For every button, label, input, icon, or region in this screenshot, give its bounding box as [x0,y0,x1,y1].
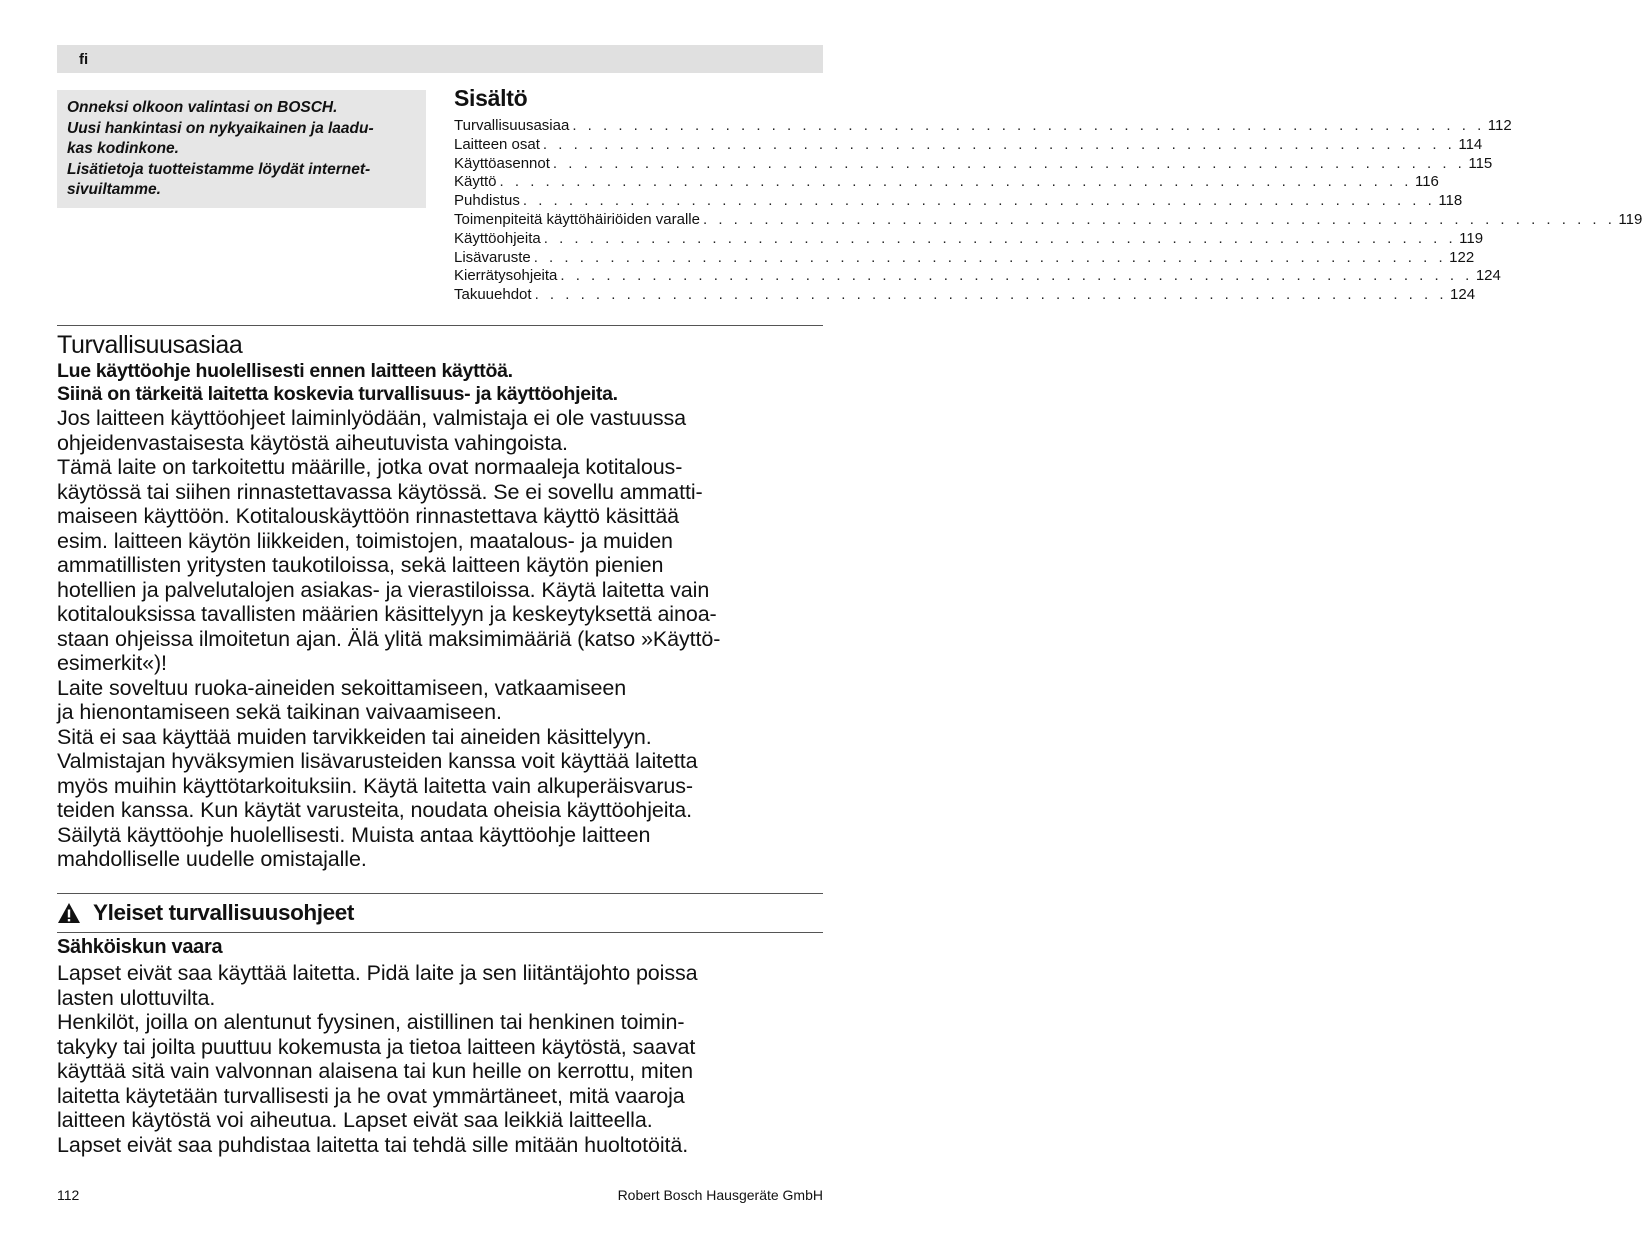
text-line: Lapset eivät saa puhdistaa laitetta tai tehdä sille mitään huoltotöitä. [57,1132,689,1157]
text-line: ohjeidenvastaisesta käytöstä aiheutuvista vahingoista. [57,430,568,455]
text-line: staan ohjeissa ilmoitetun ajan. Älä ylitä maksimimääriä (katso »Käyttö- [57,626,721,651]
safety-body [57,406,827,872]
intro-line: Onneksi olkoon valintasi on BOSCH. [67,99,338,116]
toc-entry-page: 115 [1468,154,1493,172]
toc-leader-dots: . . . . . . . . . . . . . . . . . . . . . . . . . . . . . . . . . . . . . . . . . . . . . . . . . . . . . . . . . . . . [499,173,1412,191]
text-line: esimerkit«)! [57,651,167,675]
toc-entry-page: 114 [1458,135,1483,153]
table-of-contents [454,84,1642,305]
toc-leader-dots: . . . . . . . . . . . . . . . . . . . . . . . . . . . . . . . . . . . . . . . . . . . . . . . . . . . . . . . . . . . . [552,154,1466,172]
toc-entry [454,286,1476,305]
text-line: ammatillisten yritysten taukotiloissa, sekä laitteen käytön pienien [57,553,664,577]
text-line: Sitä ei saa käyttää muiden tarvikkeiden tai aineiden käsittelyyn. [57,724,652,749]
toc-leader-dots: . . . . . . . . . . . . . . . . . . . . . . . . . . . . . . . . . . . . . . . . . . . . . . . . . . . . . . . . . . . . [542,135,1456,153]
text-line: Henkilöt, joilla on alentunut fyysinen, aistillinen tai henkinen toimin- [57,1010,685,1034]
toc-entry [454,248,1475,268]
electric-shock-body [57,961,827,1157]
text-line: Lapset eivät saa käyttää laitetta. Pidä laite ja sen liitäntäjohto poissa [57,961,698,985]
text-line: Säilytä käyttöohje huolellisesti. Muista antaa käyttöohje laitteen [57,822,651,847]
text-line: myös muihin käyttötarkoituksiin. Käytä laitetta vain alkuperäisvarus- [57,773,693,798]
toc-entry [454,154,1493,174]
text-line: mahdolliselle uudelle omistajalle. [57,847,367,871]
section-divider [57,893,823,894]
toc-leader-dots: . . . . . . . . . . . . . . . . . . . . . . . . . . . . . . . . . . . . . . . . . . . . . . . . . . . . . . . . . . . . [522,192,1436,210]
text-line: Tämä laite on tarkoitettu määrille, jotka ovat normaaleja kotitalous- [57,455,683,479]
language-bar [57,45,823,73]
toc-leader-dots: . . . . . . . . . . . . . . . . . . . . . . . . . . . . . . . . . . . . . . . . . . . . . . . . . . . . . . . . . . . . [560,267,1473,285]
toc-entry-label: Takuuehdot [454,286,532,304]
toc-entry [454,229,1484,249]
text-line: käyttää sitä vain valvonnan alaisena tai kun heille on kerrottu, miten [57,1059,693,1083]
toc-entry [454,210,1642,230]
toc-entry-label: Käyttöohjeita [454,229,541,247]
toc-entry-label: Laitteen osat [454,135,540,153]
toc-entry-label: Turvallisuusasiaa [454,117,570,134]
text-line: ja hienontamiseen sekä taikinan vaivaamiseen. [57,700,502,724]
text-line: käytössä tai siihen rinnastettavassa käytössä. Se ei sovellu ammatti- [57,479,703,504]
toc-entry [454,267,1501,286]
toc-entry-page: 119 [1459,229,1484,247]
toc-leader-dots: . . . . . . . . . . . . . . . . . . . . . . . . . . . . . . . . . . . . . . . . . . . . . . . . . . . . . . . . . . . . [533,248,1447,266]
text-line: laitetta käytetään turvallisesti ja he ovat ymmärtäneet, mitä vaaroja [57,1083,685,1108]
text-line: laitteen käytöstä voi aiheutua. Lapset eivät saa leikkiä laitteella. [57,1108,653,1132]
page-number: 112 [57,1187,80,1203]
general-safety-header [57,898,827,928]
text-line: lasten ulottuvilta. [57,985,216,1010]
toc-entry-page: 119 [1618,210,1642,228]
company-name: Robert Bosch Hausgeräte GmbH [617,1187,823,1203]
electric-shock-section [57,934,827,1157]
text-line: hotellien ja palvelutalojen asiakas- ja vierastiloissa. Käytä laitetta vain [57,577,710,602]
toc-entry-page: 122 [1449,248,1475,266]
text-line: maiseen käyttöön. Kotitalouskäyttöön rinnastettava käyttö käsittää [57,504,680,528]
intro-line: Uusi hankintasi on nykyaikainen ja laadu- [67,119,374,137]
toc-leader-dots: . . . . . . . . . . . . . . . . . . . . . . . . . . . . . . . . . . . . . . . . . . . . . . . . . . . . . . . . . . . . [534,286,1448,304]
general-safety-heading: Yleiset turvallisuusohjeet [93,900,354,925]
toc-entry-label: Käyttö [454,173,497,191]
intro-box [57,90,426,208]
toc-title: Sisältö [454,85,528,111]
toc-leader-dots: . . . . . . . . . . . . . . . . . . . . . . . . . . . . . . . . . . . . . . . . . . . . . . . . . . . . . . . . . . . . [543,229,1457,247]
toc-entry-page: 124 [1450,286,1476,304]
toc-entry-label: Lisävaruste [454,248,531,266]
toc-entry-label: Toimenpiteitä käyttöhäiriöiden varalle [454,210,700,228]
toc-leader-dots: . . . . . . . . . . . . . . . . . . . . . . . . . . . . . . . . . . . . . . . . . . . . . . . . . . . . . . . . . . . . [702,210,1616,228]
safety-lead-line: Lue käyttöohje huolellisesti ennen laitteen käyttöä. [57,360,513,382]
toc-entry [454,173,1439,192]
toc-entry-label: Kierrätysohjeita [454,267,558,285]
section-divider [57,932,823,933]
toc-list [454,117,1642,305]
language-label: fi [79,51,89,68]
toc-entry-label: Puhdistus [454,192,520,210]
toc-entry-page: 116 [1414,173,1439,191]
toc-leader-dots: . . . . . . . . . . . . . . . . . . . . . . . . . . . . . . . . . . . . . . . . . . . . . . . . . . . . . . . . . . . . [572,117,1485,134]
intro-line: kas kodinkone. [67,140,179,157]
safety-section [57,330,827,872]
intro-line: Lisätietoja tuotteistamme löydät internet- [67,160,371,178]
text-line: kotitalouksissa tavallisten määrien käsittelyyn ja keskeytyksettä ainoa- [57,602,717,626]
text-line: teiden kanssa. Kun käytät varusteita, noudata oheisia käyttöohjeita. [57,798,693,822]
warning-triangle-icon [57,902,81,924]
text-line: Jos laitteen käyttöohjeet laiminlyödään, valmistaja ei ole vastuussa [57,406,686,430]
toc-entry [454,192,1463,211]
safety-heading: Turvallisuusasiaa [57,331,243,359]
text-line: takyky tai joilta puuttuu kokemusta ja tietoa laitteen käytöstä, saavat [57,1034,696,1059]
text-line: esim. laitteen käytön liikkeiden, toimistojen, maatalous- ja muiden [57,528,673,553]
section-divider [57,325,823,326]
toc-entry [454,117,1512,136]
toc-entry-page: 124 [1475,267,1501,285]
text-line: Laite soveltuu ruoka-aineiden sekoittamiseen, vatkaamiseen [57,675,627,700]
toc-entry-label: Käyttöasennot [454,154,550,172]
intro-line: sivuiltamme. [67,181,161,198]
electric-shock-heading: Sähköiskun vaara [57,936,223,958]
safety-lead-line: Siinä on tärkeitä laitetta koskevia turvallisuus- ja käyttöohjeita. [57,383,618,405]
toc-entry-page: 112 [1487,117,1512,134]
toc-entry-page: 118 [1438,192,1463,210]
text-line: Valmistajan hyväksymien lisävarusteiden kanssa voit käyttää laitetta [57,749,698,773]
toc-entry [454,135,1483,155]
